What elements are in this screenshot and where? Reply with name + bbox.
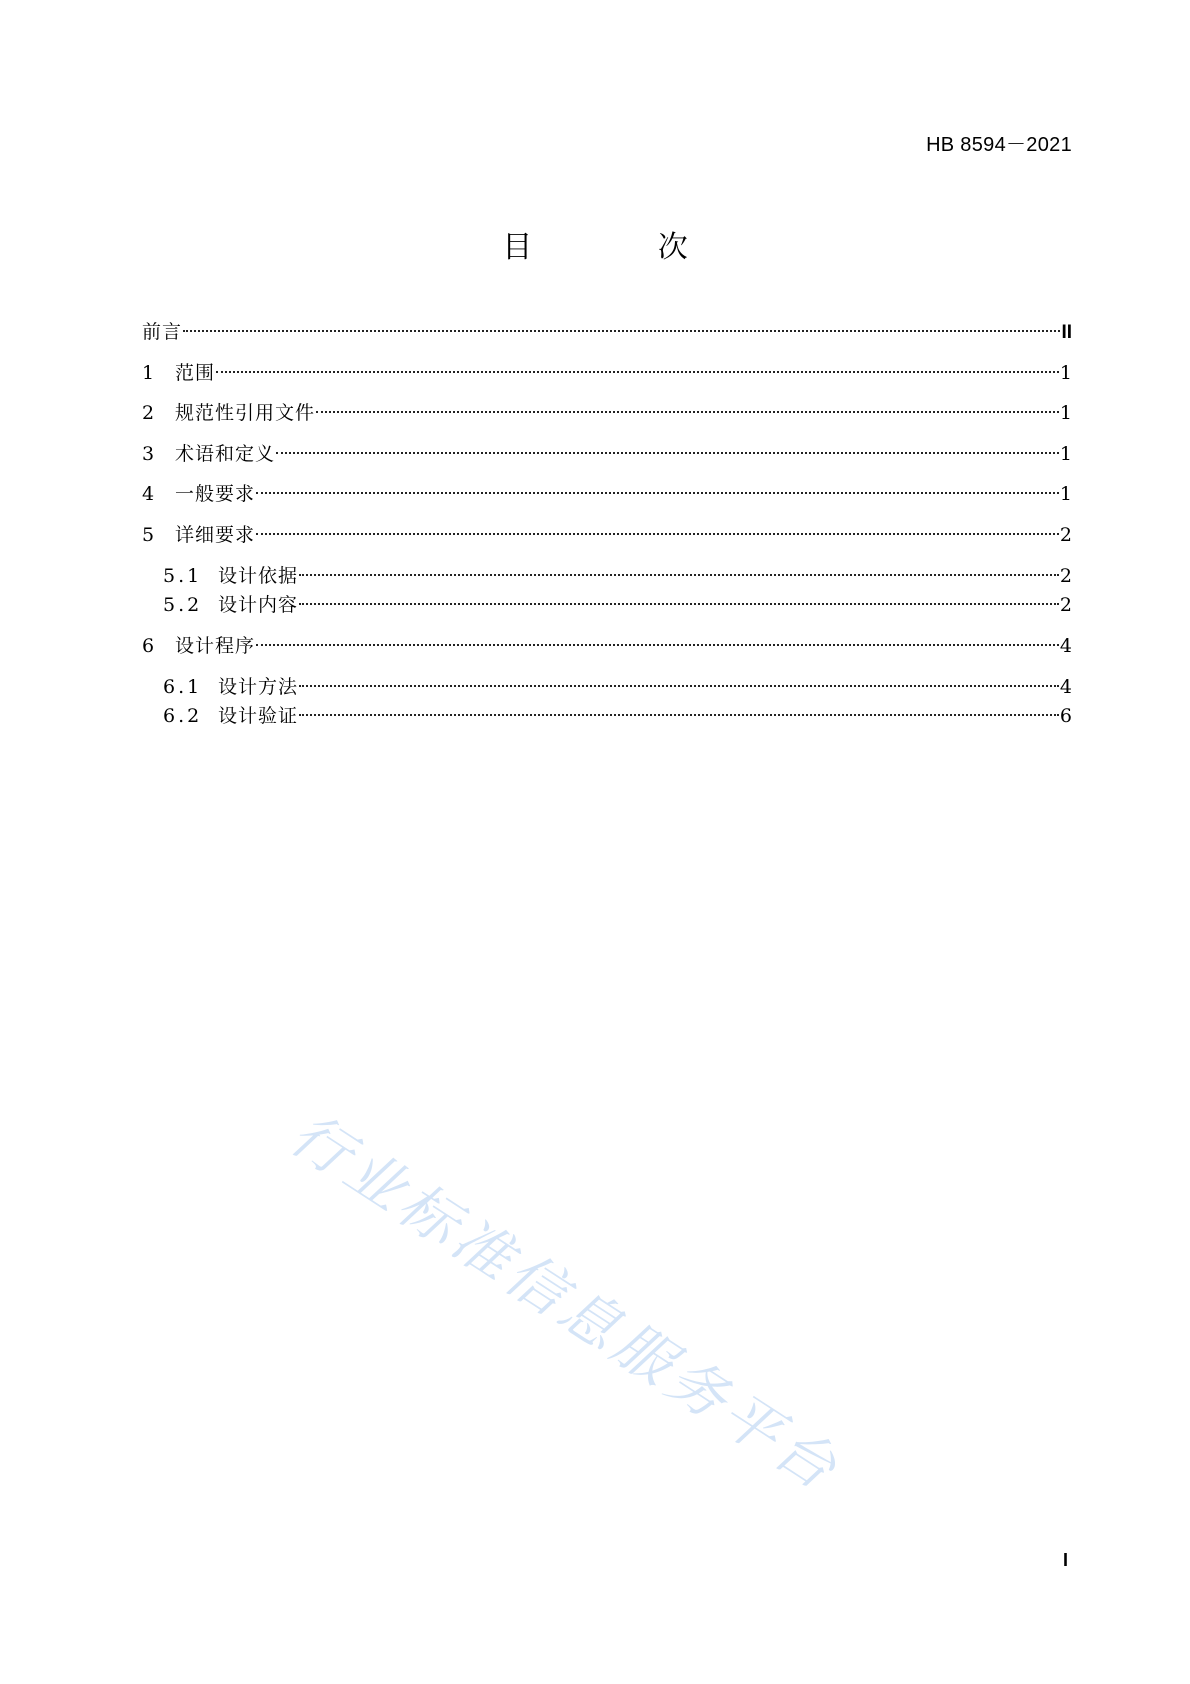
toc-entry-page: 1 xyxy=(1059,402,1072,424)
toc-entry-design-content[interactable] xyxy=(163,592,1072,618)
toc-entry-design-basis[interactable] xyxy=(163,563,1072,589)
toc-entry-normative-references[interactable] xyxy=(142,400,1072,426)
toc-entry-label: 设计验证 xyxy=(218,705,299,727)
toc-entry-page: 2 xyxy=(1059,565,1072,587)
watermark: 行业标准信息服务平台 xyxy=(278,1099,853,1506)
toc-leader-dots xyxy=(299,714,1059,716)
toc-entry-label: 设计依据 xyxy=(218,565,299,587)
toc-entry-page: 4 xyxy=(1059,676,1072,698)
toc-entry-label: 前言 xyxy=(142,321,183,343)
toc-entry-page: 1 xyxy=(1059,362,1072,384)
toc-entry-label: 设计方法 xyxy=(218,676,299,698)
toc-entry-number: 6 xyxy=(142,635,155,657)
toc-entry-page: 1 xyxy=(1059,483,1072,505)
toc-entry-page: 2 xyxy=(1059,594,1072,616)
toc-entry-label: 规范性引用文件 xyxy=(175,402,316,424)
toc-entry-number: 5 xyxy=(142,524,155,546)
toc-leader-dots xyxy=(299,685,1059,687)
toc-leader-dots xyxy=(299,603,1059,605)
toc-entry-design-method[interactable] xyxy=(163,674,1072,700)
toc-leader-dots xyxy=(216,371,1059,373)
toc-entry-detailed-requirements[interactable] xyxy=(142,522,1072,548)
toc-entry-label: 范围 xyxy=(175,362,216,384)
page-number: I xyxy=(1062,1550,1068,1570)
toc-entry-design-procedure[interactable] xyxy=(142,633,1072,659)
toc-leader-dots xyxy=(256,533,1059,535)
toc-entry-page: 2 xyxy=(1059,524,1072,546)
toc-entry-number: 5.1 xyxy=(163,565,203,587)
toc-entry-terms[interactable] xyxy=(142,441,1072,467)
toc-entry-page: 6 xyxy=(1059,705,1072,727)
toc-leader-dots xyxy=(183,330,1060,332)
toc-entry-label: 详细要求 xyxy=(175,524,256,546)
toc-entry-page: 4 xyxy=(1059,635,1072,657)
document-code: HB 8594－2021 xyxy=(926,134,1072,156)
toc-entry-number: 6.1 xyxy=(163,676,203,698)
toc-entry-label: 术语和定义 xyxy=(175,443,276,465)
toc-entry-number: 4 xyxy=(142,483,155,505)
toc-entry-scope[interactable] xyxy=(142,360,1072,386)
toc-entry-label: 设计内容 xyxy=(218,594,299,616)
toc-entry-page: II xyxy=(1061,322,1072,343)
toc-entry-number: 2 xyxy=(142,402,155,424)
toc-leader-dots xyxy=(256,492,1059,494)
page-title: 目 次 xyxy=(502,230,746,265)
toc-leader-dots xyxy=(276,452,1059,454)
toc-entry-number: 1 xyxy=(142,362,155,384)
toc-entry-foreword[interactable] xyxy=(142,319,1072,345)
toc-entry-number: 3 xyxy=(142,443,155,465)
toc-entry-number: 6.2 xyxy=(163,705,203,727)
toc-leader-dots xyxy=(299,574,1059,576)
toc-entry-general-requirements[interactable] xyxy=(142,481,1072,507)
toc-entry-label: 一般要求 xyxy=(175,483,256,505)
toc-entry-number: 5.2 xyxy=(163,594,203,616)
toc-leader-dots xyxy=(256,644,1059,646)
toc-entry-page: 1 xyxy=(1059,443,1072,465)
toc-entry-label: 设计程序 xyxy=(175,635,256,657)
toc-entry-design-verification[interactable] xyxy=(163,703,1072,729)
toc-leader-dots xyxy=(316,411,1059,413)
